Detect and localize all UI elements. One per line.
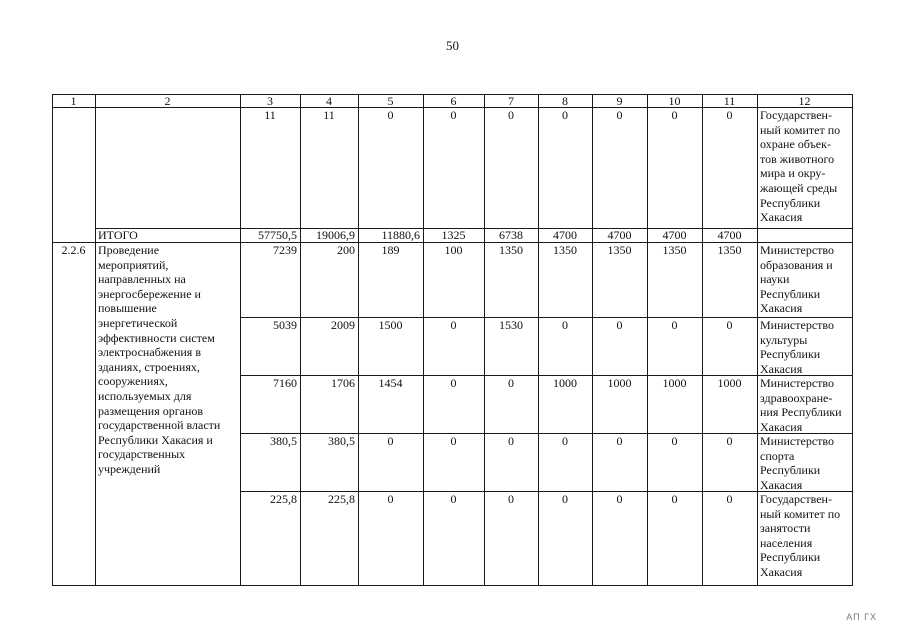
value-cell: 100 bbox=[444, 243, 463, 257]
value-cell: 0 bbox=[508, 434, 514, 448]
value-cell: 0 bbox=[562, 434, 568, 448]
page-number: 50 bbox=[446, 38, 459, 53]
text-line: Республики bbox=[760, 550, 821, 565]
value-cell: 0 bbox=[671, 108, 678, 122]
text-line: культуры bbox=[760, 332, 808, 347]
agency-cell bbox=[757, 376, 852, 434]
column-rule bbox=[240, 94, 241, 586]
value-cell: 0 bbox=[616, 318, 623, 332]
text-line: мероприятий, bbox=[98, 257, 169, 272]
text-line: эффективности систем bbox=[98, 330, 215, 345]
column-header: 2 bbox=[164, 94, 171, 108]
text-line: Министерство bbox=[760, 243, 834, 257]
value-cell: 0 bbox=[562, 108, 568, 122]
value-cell: 0 bbox=[671, 492, 678, 506]
value-cell: 2009 bbox=[331, 318, 355, 332]
text-line: Государствен- bbox=[760, 492, 832, 506]
value-cell: 1500 bbox=[378, 318, 403, 332]
text-line: ния Республики bbox=[760, 405, 842, 420]
total-label: ИТОГО bbox=[98, 228, 138, 242]
value-cell: 0 bbox=[726, 492, 733, 506]
value-cell: 6738 bbox=[499, 228, 523, 242]
value-cell: 0 bbox=[616, 434, 623, 448]
value-cell: 0 bbox=[450, 318, 457, 332]
agency-cell bbox=[757, 318, 852, 376]
text-line: Республики bbox=[760, 195, 821, 210]
text-line: государственных bbox=[98, 447, 186, 462]
value-cell: 0 bbox=[616, 492, 623, 506]
column-header: 12 bbox=[798, 94, 811, 108]
value-cell: 4700 bbox=[717, 228, 742, 242]
value-cell: 0 bbox=[616, 108, 623, 122]
value-cell: 11 bbox=[323, 108, 335, 122]
item-number: 2.2.6 bbox=[61, 243, 86, 257]
value-cell: 0 bbox=[726, 318, 733, 332]
value-cell: 0 bbox=[450, 376, 457, 390]
column-rule bbox=[592, 94, 593, 586]
text-line: ный комитет по bbox=[760, 122, 841, 137]
text-line: Министерство bbox=[760, 318, 834, 332]
text-line: спорта bbox=[760, 448, 795, 463]
text-line: Проведение bbox=[98, 243, 160, 257]
text-line: мира и окру- bbox=[760, 166, 826, 181]
column-header: 5 bbox=[387, 94, 394, 108]
value-cell: 380,5 bbox=[270, 434, 297, 448]
value-cell: 0 bbox=[387, 434, 394, 448]
value-cell: 1454 bbox=[378, 376, 403, 390]
value-cell: 0 bbox=[562, 492, 568, 506]
text-line: тов животного bbox=[760, 151, 835, 166]
column-header: 1 bbox=[70, 94, 77, 108]
column-header: 4 bbox=[326, 94, 332, 108]
text-line: ный комитет по bbox=[760, 506, 841, 521]
column-header: 10 bbox=[668, 94, 681, 108]
value-cell: 200 bbox=[337, 243, 355, 257]
text-line: Республики bbox=[760, 286, 821, 301]
text-line: Республики bbox=[760, 347, 821, 362]
value-cell: 0 bbox=[508, 376, 514, 390]
budget-table bbox=[52, 94, 852, 585]
agency-cell bbox=[757, 243, 852, 316]
text-line: размещения органов bbox=[98, 403, 204, 418]
value-cell: 4700 bbox=[662, 228, 687, 242]
text-line: Хакасия bbox=[760, 361, 803, 376]
value-cell: 0 bbox=[450, 492, 457, 506]
value-cell: 225,8 bbox=[328, 492, 355, 506]
text-line: электроснабжения в bbox=[98, 345, 201, 360]
value-cell: 189 bbox=[381, 243, 400, 257]
text-line: Государствен- bbox=[760, 108, 832, 122]
text-line: Хакасия bbox=[760, 477, 803, 492]
value-cell: 0 bbox=[726, 434, 733, 448]
text-line: населения bbox=[760, 535, 813, 550]
column-rule bbox=[300, 94, 301, 586]
column-rule bbox=[358, 94, 359, 586]
value-cell: 1350 bbox=[607, 243, 632, 257]
text-line: государственной власти bbox=[98, 418, 221, 433]
column-header: 9 bbox=[616, 94, 623, 108]
text-line: Республики bbox=[760, 463, 821, 478]
value-cell: 4700 bbox=[607, 228, 632, 242]
value-cell: 57750,5 bbox=[258, 228, 297, 242]
column-rule bbox=[423, 94, 424, 586]
value-cell: 1530 bbox=[499, 318, 523, 332]
column-header: 6 bbox=[450, 94, 457, 108]
text-line: энергетической bbox=[98, 315, 178, 330]
value-cell: 4700 bbox=[553, 228, 577, 242]
text-line: направленных на bbox=[98, 272, 186, 287]
value-cell: 0 bbox=[671, 434, 678, 448]
text-line: сооружениях, bbox=[98, 374, 168, 389]
text-line: зданиях, строениях, bbox=[98, 359, 200, 374]
value-cell: 1706 bbox=[331, 376, 355, 390]
value-cell: 1350 bbox=[662, 243, 687, 257]
text-line: Министерство bbox=[760, 434, 834, 448]
value-cell: 1000 bbox=[607, 376, 632, 390]
value-cell: 11 bbox=[264, 108, 276, 122]
text-line: занятости bbox=[760, 521, 811, 536]
value-cell: 7160 bbox=[273, 376, 297, 390]
text-line: используемых для bbox=[98, 388, 192, 403]
value-cell: 0 bbox=[671, 318, 678, 332]
column-header: 7 bbox=[508, 94, 514, 108]
value-cell: 5039 bbox=[273, 318, 297, 332]
value-cell: 0 bbox=[450, 108, 457, 122]
value-cell: 1000 bbox=[553, 376, 577, 390]
value-cell: 0 bbox=[387, 492, 394, 506]
column-header: 3 bbox=[267, 94, 273, 108]
text-line: здравоохране- bbox=[760, 390, 833, 405]
column-rule bbox=[702, 94, 703, 586]
value-cell: 19006,9 bbox=[316, 228, 355, 242]
value-cell: 1350 bbox=[717, 243, 742, 257]
agency-cell bbox=[757, 108, 852, 225]
text-line: Министерство bbox=[760, 376, 834, 390]
column-rule bbox=[484, 94, 485, 586]
text-line: Хакасия bbox=[760, 564, 803, 579]
column-header: 11 bbox=[723, 94, 736, 108]
agency-cell bbox=[757, 492, 852, 580]
value-cell: 0 bbox=[508, 108, 514, 122]
text-line: Республики Хакасия и bbox=[98, 432, 213, 447]
text-line: охране объек- bbox=[760, 137, 831, 152]
value-cell: 1350 bbox=[499, 243, 523, 257]
table-right-border bbox=[852, 94, 853, 586]
value-cell: 0 bbox=[387, 108, 394, 122]
value-cell: 7239 bbox=[273, 243, 297, 257]
table-bottom-border bbox=[52, 585, 852, 586]
text-line: науки bbox=[760, 272, 790, 287]
value-cell: 0 bbox=[726, 108, 733, 122]
value-cell: 0 bbox=[508, 492, 514, 506]
value-cell: 1000 bbox=[662, 376, 687, 390]
column-rule bbox=[647, 94, 648, 586]
column-rule bbox=[538, 94, 539, 586]
text-line: Хакасия bbox=[760, 301, 803, 316]
value-cell: 225,8 bbox=[270, 492, 297, 506]
text-line: Хакасия bbox=[760, 419, 803, 434]
footer-mark: АП ГХ bbox=[846, 612, 877, 622]
value-cell: 11880,6 bbox=[381, 228, 420, 242]
text-line: учреждений bbox=[98, 461, 161, 476]
value-cell: 0 bbox=[562, 318, 568, 332]
value-cell: 1000 bbox=[717, 376, 742, 390]
text-line: жающей среды bbox=[760, 180, 838, 195]
column-header: 8 bbox=[562, 94, 568, 108]
text-line: энергосбережение и bbox=[98, 286, 201, 301]
table-left-border bbox=[52, 94, 53, 586]
text-line: Хакасия bbox=[760, 210, 803, 225]
value-cell: 1325 bbox=[441, 228, 466, 242]
agency-cell bbox=[757, 434, 852, 492]
item-description bbox=[95, 243, 240, 477]
value-cell: 0 bbox=[450, 434, 457, 448]
value-cell: 1350 bbox=[553, 243, 577, 257]
text-line: повышение bbox=[98, 301, 157, 316]
text-line: образования и bbox=[760, 257, 833, 272]
value-cell: 380,5 bbox=[328, 434, 355, 448]
